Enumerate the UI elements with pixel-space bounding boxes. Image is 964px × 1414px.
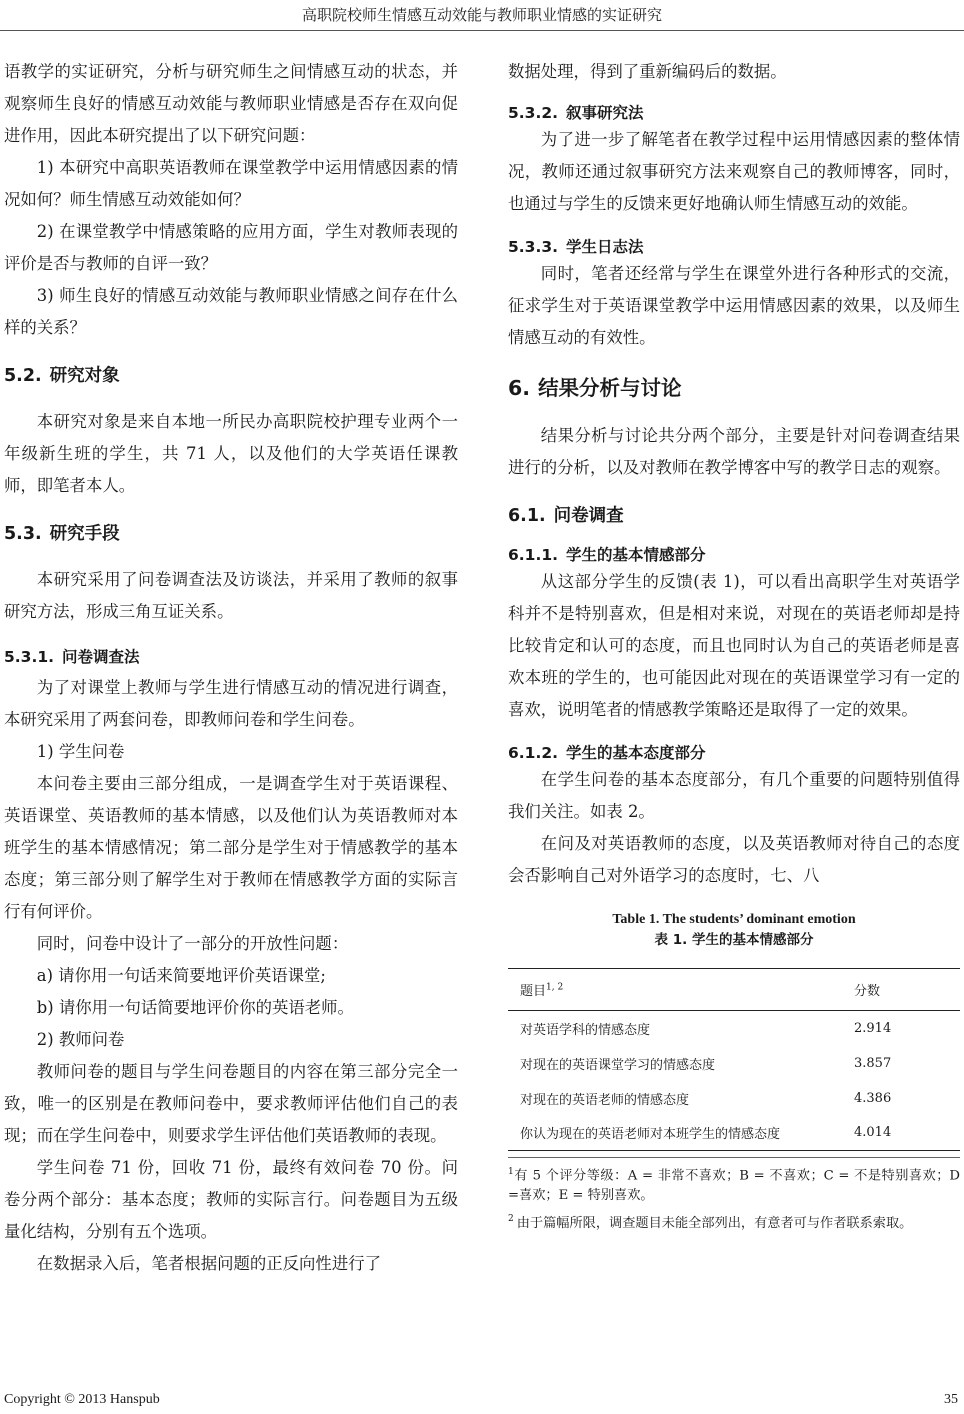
table-header-row xyxy=(508,969,960,1011)
results-paragraph: 结果分析与讨论共分两个部分，主要是针对问卷调查结果进行的分析，以及对教师在教学博客中写的教学日志的观察。 xyxy=(508,426,960,477)
open-question-b: b) 请你用一句话简要地评价你的英语老师。 xyxy=(36,998,354,1017)
continued-paragraph: 数据处理，得到了重新编码后的数据。 xyxy=(508,62,787,81)
section-heading-5-3 xyxy=(4,522,458,546)
section-title: 问卷调查法 xyxy=(62,648,140,666)
table-cell-score: 3.857 xyxy=(854,1055,892,1071)
methods-paragraph: 本研究采用了问卷调查法及访谈法，并采用了教师的叙事研究方法，形成三角互证关系。 xyxy=(4,570,458,621)
right-column xyxy=(508,56,960,1237)
column-header-item xyxy=(508,969,850,1011)
section-title: 学生日志法 xyxy=(566,238,644,256)
footnote-1 xyxy=(508,1162,960,1206)
recovery-paragraph: 学生问卷 71 份，回收 71 份，最终有效问卷 70 份。问卷分两个部分：基本态度；教师的实际言行。问卷题目为五级量化结构，分别有五个选项。 xyxy=(4,1158,458,1241)
table-row xyxy=(508,1011,960,1046)
section-number: 5.3.3. xyxy=(508,238,559,256)
section-title: 叙事研究法 xyxy=(566,104,644,122)
footnotes xyxy=(508,1157,960,1234)
header-rule xyxy=(0,30,964,31)
student-questionnaire-paragraph: 本问卷主要由三部分组成，一是调查学生对于英语课程、英语课堂、英语教师的基本情感，以及他们认为英语教师对本班学生的基本情感情况；第二部分是学生对于情感教学的基本态度；第三部分则了解学生对于教师在情感教学方面的实际言行有何评价。 xyxy=(4,774,458,921)
section-number: 5.3.2. xyxy=(508,104,559,122)
column-header-score: 分数 xyxy=(854,984,881,999)
table-cell-item: 对英语学科的情感态度 xyxy=(520,1022,651,1038)
table-cell-score: 2.914 xyxy=(854,1020,892,1036)
table-cell-item: 你认为现在的英语老师对本班学生的情感态度 xyxy=(520,1127,781,1143)
section-number: 6.1.1. xyxy=(508,546,559,564)
teacher-questionnaire-paragraph: 教师问卷的题目与学生问卷题目的内容在第三部分完全一致，唯一的区别是在教师问卷中，要求教师评估他们自己的表现；而在学生问卷中，则要求学生评估他们英语教师的表现。 xyxy=(4,1062,458,1145)
research-question-2: 2) 在课堂教学中情感策略的应用方面，学生对教师表现的评价是否与教师的自评一致？ xyxy=(4,222,458,273)
research-question-3: 3) 师生良好的情感互动效能与教师职业情感之间存在什么样的关系？ xyxy=(4,286,458,337)
running-head: 高职院校师生情感互动效能与教师职业情感的实证研究 xyxy=(301,6,662,24)
section-title: 学生的基本情感部分 xyxy=(566,546,706,564)
table-cell-item: 对现在的英语课堂学习的情感态度 xyxy=(520,1057,716,1073)
column-header-item-label: 题目 xyxy=(520,984,547,999)
footnote-text: 由于篇幅所限，调查题目未能全部列出，有意者可与作者联系索取。 xyxy=(516,1215,913,1231)
section-heading-5-3-3 xyxy=(508,236,960,258)
left-column xyxy=(4,56,458,1280)
section-number: 6.1.2. xyxy=(508,744,559,762)
section-heading-5-3-1 xyxy=(4,646,458,668)
section-number: 5.3.1. xyxy=(4,648,55,666)
research-question-1: 1) 本研究中高职英语教师在课堂教学中运用情感因素的情况如何？师生情感互动效能如何？ xyxy=(4,158,458,209)
section-heading-6-1-1 xyxy=(508,544,960,566)
emotion-table xyxy=(508,968,960,1151)
footnote-text: 有 5 个评分等级：A = 非常不喜欢；B = 不喜欢；C = 不是特别喜欢；D =喜欢；E = 特别喜欢。 xyxy=(508,1168,960,1204)
section-title: 学生的基本态度部分 xyxy=(566,744,706,762)
section-title: 问卷调查 xyxy=(553,506,624,526)
section-number: 5.2. xyxy=(4,366,42,386)
table-row xyxy=(508,1116,960,1151)
open-questions-paragraph: 同时，问卷中设计了一部分的开放性问题： xyxy=(36,934,349,953)
diary-paragraph: 同时，笔者还经常与学生在课堂外进行各种形式的交流，征求学生对于英语课堂教学中运用情感因素的效果，以及师生情感互动的有效性。 xyxy=(508,264,960,347)
subjects-paragraph: 本研究对象是来自本地一所民办高职院校护理专业两个一年级新生班的学生，共 71 人，以及他们的大学英语任课教师，即笔者本人。 xyxy=(4,412,458,495)
table-caption-zh: 表 1. 学生的基本情感部分 xyxy=(654,932,814,948)
data-entry-paragraph: 在数据录入后，笔者根据问题的正反向性进行了 xyxy=(36,1254,381,1273)
section-heading-5-3-2 xyxy=(508,102,960,124)
teacher-questionnaire-item: 2) 教师问卷 xyxy=(36,1030,125,1049)
section-number: 5.3. xyxy=(4,524,42,544)
section-number: 6. xyxy=(508,376,531,400)
footnote-2 xyxy=(508,1209,960,1233)
section-number: 6.1. xyxy=(508,506,546,526)
intro-paragraph: 语教学的实证研究，分析与研究师生之间情感互动的状态，并观察师生良好的情感互动效能与教师职业情感是否存在双向促进作用，因此本研究提出了以下研究问题： xyxy=(4,62,458,145)
table-cell-score: 4.014 xyxy=(854,1125,892,1141)
copyright-notice: Copyright © 2013 Hanspub xyxy=(4,1392,160,1407)
section-heading-6 xyxy=(508,374,960,402)
table-cell-item: 对现在的英语老师的情感态度 xyxy=(520,1092,690,1108)
page-number: 35 xyxy=(944,1392,958,1407)
narrative-paragraph: 为了进一步了解笔者在教学过程中运用情感因素的整体情况，教师还通过叙事研究方法来观察自己的教师博客，同时，也通过与学生的反馈来更好地确认师生情感互动的效能。 xyxy=(508,130,960,213)
table-caption-en: Table 1. The students’ dominant emotion xyxy=(612,912,856,927)
table-row xyxy=(508,1081,960,1116)
footnote-mark: 1 xyxy=(508,1167,514,1177)
table-row xyxy=(508,1046,960,1081)
footnote-ref: 1, 2 xyxy=(546,982,564,993)
open-question-a: a) 请你用一句话来简要地评价英语课堂; xyxy=(36,966,326,985)
table-cell-score: 4.386 xyxy=(854,1090,892,1106)
emotion-paragraph: 从这部分学生的反馈(表 1)，可以看出高职学生对英语学科并不是特别喜欢，但是相对来说，对现在的英语老师却是持比较肯定和认可的态度，而且也同时认为自己的英语老师是喜欢本班的学生的，也可能因此对现在的英语课堂学习有一定的喜欢，说明笔者的情感教学策略还是取得了一定的效果。 xyxy=(508,572,960,719)
attitude-paragraph-1: 在学生问卷的基本态度部分，有几个重要的问题特别值得我们关注。如表 2。 xyxy=(508,770,960,821)
attitude-paragraph-2: 在问及对英语教师的态度，以及英语教师对待自己的态度会否影响自己对外语学习的态度时，七、八 xyxy=(508,834,960,885)
student-questionnaire-item: 1) 学生问卷 xyxy=(36,742,125,761)
section-title: 研究对象 xyxy=(49,366,120,386)
footnote-mark: 2 xyxy=(508,1214,514,1225)
section-heading-6-1-2 xyxy=(508,742,960,764)
table-1 xyxy=(508,910,960,1151)
section-title: 研究手段 xyxy=(49,524,120,544)
section-title: 结果分析与讨论 xyxy=(538,376,682,400)
section-heading-6-1 xyxy=(508,504,960,528)
questionnaire-paragraph: 为了对课堂上教师与学生进行情感互动的情况进行调查，本研究采用了两套问卷，即教师问卷和学生问卷。 xyxy=(4,678,458,729)
section-heading-5-2 xyxy=(4,364,458,388)
